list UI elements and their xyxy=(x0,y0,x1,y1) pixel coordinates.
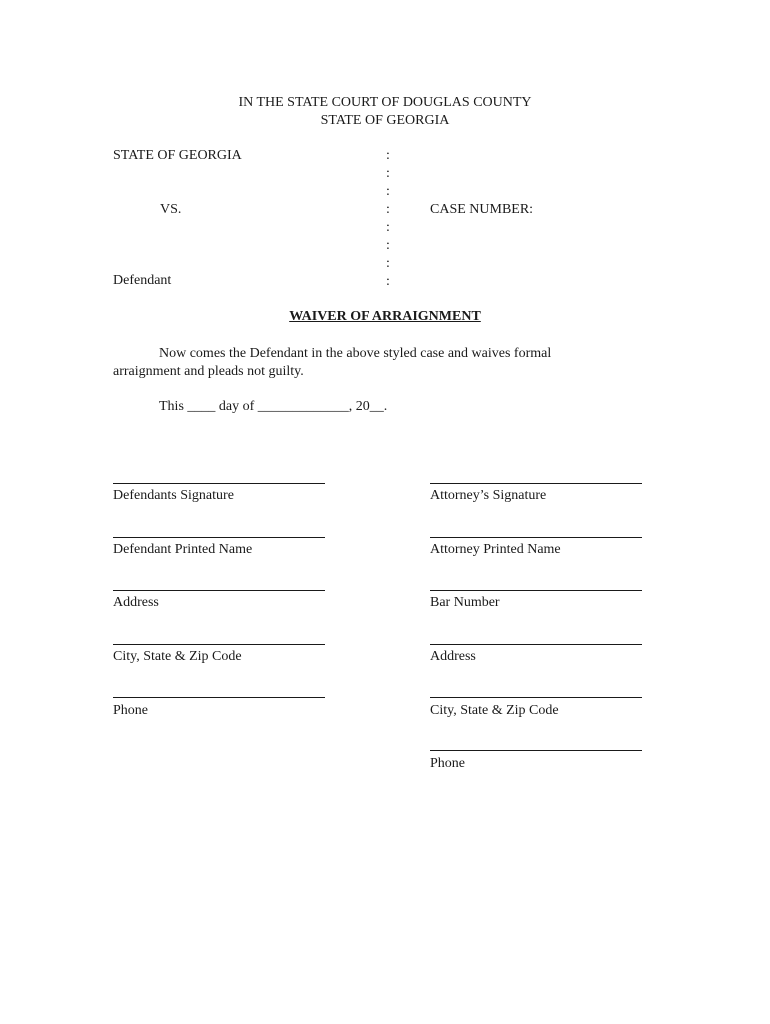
defendant-city-state-zip-label: City, State & Zip Code xyxy=(113,649,242,664)
caption-colon: : xyxy=(386,202,390,217)
caption-colon: : xyxy=(386,256,390,271)
caption-colon: : xyxy=(386,148,390,163)
caption-colon: : xyxy=(386,184,390,199)
plaintiff-name: STATE OF GEORGIA xyxy=(113,148,242,163)
date-line: This ____ day of _____________, 20__. xyxy=(159,399,388,414)
caption-colon: : xyxy=(386,274,390,289)
attorney-bar-number-line[interactable] xyxy=(430,590,642,591)
attorney-phone-label: Phone xyxy=(430,756,465,771)
defendant-city-state-zip-line[interactable] xyxy=(113,644,325,645)
attorney-address-label: Address xyxy=(430,649,476,664)
attorney-printed-name-label: Attorney Printed Name xyxy=(430,542,561,557)
body-line-2: arraignment and pleads not guilty. xyxy=(113,364,304,379)
defendant-label: Defendant xyxy=(113,273,172,288)
attorney-bar-number-label: Bar Number xyxy=(430,595,500,610)
defendant-signature-line[interactable] xyxy=(113,483,325,484)
attorney-printed-name-line[interactable] xyxy=(430,537,642,538)
attorney-city-state-zip-label: City, State & Zip Code xyxy=(430,703,559,718)
defendant-signature-label: Defendants Signature xyxy=(113,488,234,503)
defendant-address-line[interactable] xyxy=(113,590,325,591)
defendant-phone-label: Phone xyxy=(113,703,148,718)
court-heading: IN THE STATE COURT OF DOUGLAS COUNTY xyxy=(238,95,532,110)
attorney-signature-label: Attorney’s Signature xyxy=(430,488,547,503)
state-heading: STATE OF GEORGIA xyxy=(320,113,450,128)
caption-colon: : xyxy=(386,166,390,181)
caption-colon: : xyxy=(386,238,390,253)
attorney-phone-line[interactable] xyxy=(430,750,642,751)
case-number-label: CASE NUMBER: xyxy=(430,202,534,217)
attorney-address-line[interactable] xyxy=(430,644,642,645)
document-title: WAIVER OF ARRAIGNMENT xyxy=(289,309,481,324)
defendant-printed-name-line[interactable] xyxy=(113,537,325,538)
versus-label: VS. xyxy=(160,202,182,217)
body-line-1: Now comes the Defendant in the above styled case and waives formal xyxy=(159,346,552,361)
defendant-address-label: Address xyxy=(113,595,159,610)
defendant-phone-line[interactable] xyxy=(113,697,325,698)
attorney-signature-line[interactable] xyxy=(430,483,642,484)
defendant-printed-name-label: Defendant Printed Name xyxy=(113,542,253,557)
attorney-city-state-zip-line[interactable] xyxy=(430,697,642,698)
caption-colon: : xyxy=(386,220,390,235)
